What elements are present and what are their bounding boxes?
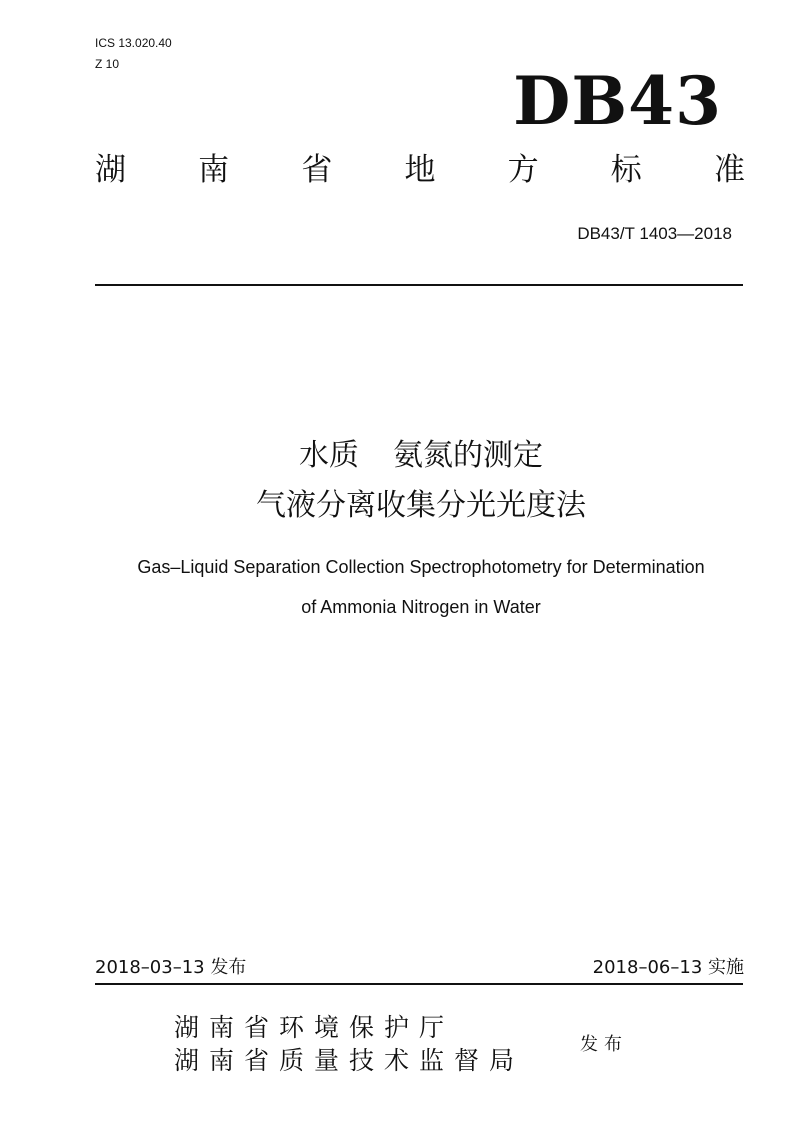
standard-type-char: 南 [198, 152, 230, 188]
ics-code: ICS 13.020.40 [95, 36, 172, 50]
title-cn-subject: 氨氮的测定 [393, 438, 543, 473]
title-cn-topic: 水质 [299, 438, 359, 473]
title-cn-line2: 气液分离收集分光光度法 [256, 488, 586, 523]
issue-date: 2018–03–13 发布 [95, 957, 247, 978]
ccs-code: Z 10 [95, 57, 120, 71]
standard-type-char: 地 [404, 152, 436, 188]
title-cn-line1 [0, 436, 800, 476]
title-en-line2: of Ammonia Nitrogen in Water [301, 597, 541, 617]
bottom-divider [95, 983, 743, 985]
implementation-date: 2018–06–13 实施 [592, 957, 744, 978]
standard-type-char: 准 [713, 152, 745, 188]
standard-logo: DB43 [513, 62, 722, 140]
issuer-line1: 湖南省环境保护厅 [174, 1013, 455, 1042]
issue-word: 发布 [580, 1034, 628, 1055]
issuer-line2: 湖南省质量技术监督局 [174, 1046, 525, 1075]
standard-number: DB43/T 1403—2018 [577, 224, 732, 243]
standard-type [95, 150, 745, 190]
title-en-line1: Gas–Liquid Separation Collection Spectrophotometry for Determination [137, 557, 705, 577]
standard-type-char: 标 [610, 152, 642, 188]
standard-type-char: 湖 [95, 152, 126, 188]
standard-type-char: 省 [301, 152, 333, 188]
standard-type-char: 方 [507, 152, 539, 188]
top-divider [95, 284, 743, 286]
